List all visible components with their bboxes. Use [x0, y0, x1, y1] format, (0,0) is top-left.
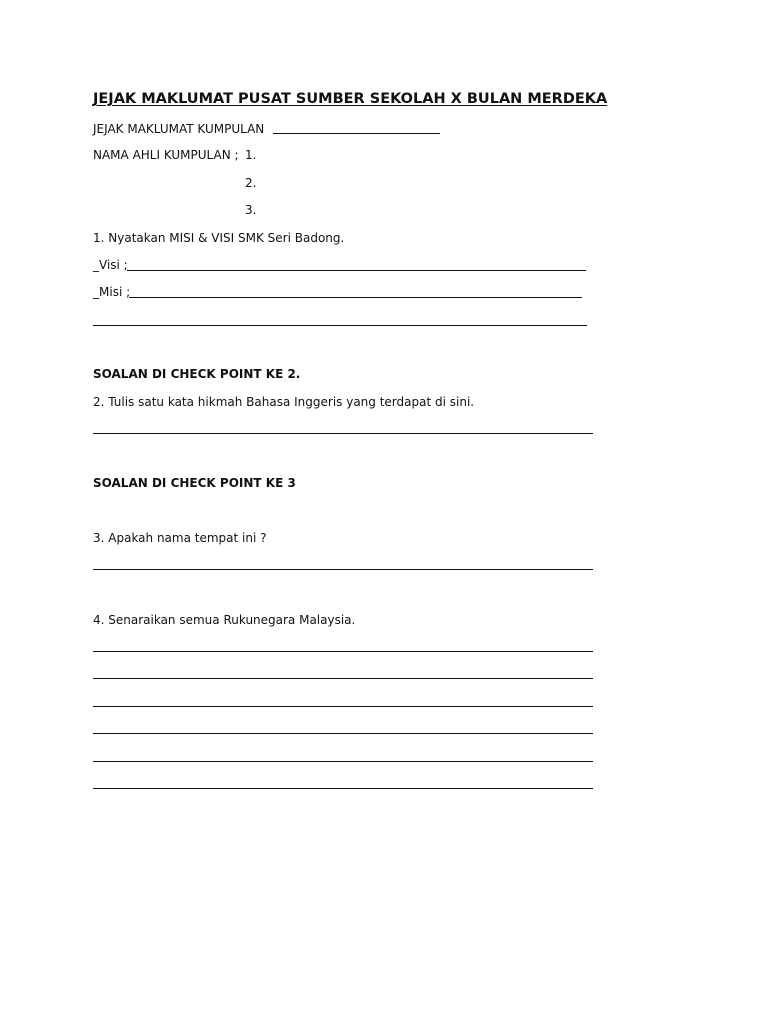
question-3: 3. Apakah nama tempat ini ?	[93, 531, 267, 545]
question-2: 2. Tulis satu kata hikmah Bahasa Inggeris yang terdapat di sini.	[93, 395, 475, 409]
question-1: 1. Nyatakan MISI & VISI SMK Seri Badong.	[93, 231, 345, 245]
members-label: NAMA AHLI KUMPULAN ;	[93, 148, 239, 162]
question-4-answer-line[interactable]	[93, 733, 593, 734]
member-number-1: 1.	[245, 148, 257, 162]
misi-visi-extra-line[interactable]	[93, 325, 587, 326]
member-number-3: 3.	[245, 203, 257, 217]
question-3-answer-line[interactable]	[93, 569, 593, 570]
question-4-answer-line[interactable]	[93, 761, 593, 762]
visi-label: _Visi ;	[93, 258, 128, 272]
question-4: 4. Senaraikan semua Rukunegara Malaysia.	[93, 613, 356, 627]
question-4-answer-line[interactable]	[93, 651, 593, 652]
worksheet-title: JEJAK MAKLUMAT PUSAT SUMBER SEKOLAH X BULAN MERDEKA	[93, 91, 608, 107]
member-number-2: 2.	[245, 176, 257, 190]
group-answer-line[interactable]	[273, 133, 440, 134]
question-4-answer-line[interactable]	[93, 788, 593, 789]
checkpoint-2-heading: SOALAN DI CHECK POINT KE 2.	[93, 367, 301, 381]
question-4-answer-line[interactable]	[93, 706, 593, 707]
visi-answer-line[interactable]	[127, 270, 586, 271]
question-2-answer-line[interactable]	[93, 433, 593, 434]
checkpoint-3-heading: SOALAN DI CHECK POINT KE 3	[93, 476, 296, 490]
misi-label: _Misi ;	[93, 285, 131, 299]
question-4-answer-line[interactable]	[93, 678, 593, 679]
group-label: JEJAK MAKLUMAT KUMPULAN	[93, 122, 265, 136]
misi-answer-line[interactable]	[129, 297, 582, 298]
